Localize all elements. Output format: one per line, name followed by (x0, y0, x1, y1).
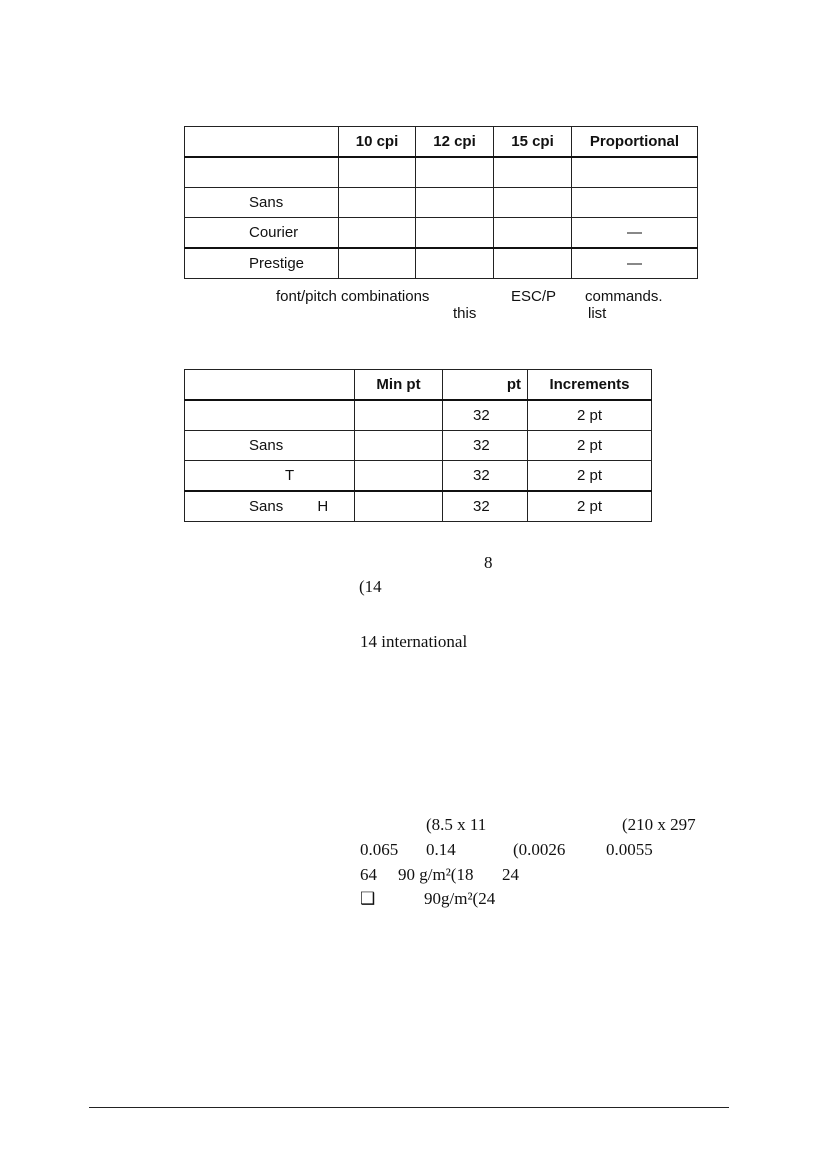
font-name-cell (185, 400, 355, 431)
table-row (185, 157, 698, 188)
table-header-row (185, 127, 698, 158)
cell (339, 218, 416, 249)
font-size-table (184, 369, 652, 522)
cell (494, 248, 572, 279)
cell (416, 248, 494, 279)
cell: 2 pt (528, 431, 652, 461)
font-name-cell (185, 157, 339, 188)
cell (494, 188, 572, 218)
note-fragment: ESC/P (511, 288, 557, 305)
font-name-cell: Sans (185, 431, 355, 461)
cell (355, 431, 443, 461)
thickness-fragment: 0.065 (360, 840, 399, 859)
text-fragment: 8 (484, 553, 493, 572)
cell (355, 400, 443, 431)
paper-size-fragment: (210 x 297 (622, 815, 696, 834)
footer-rule (89, 1107, 729, 1108)
header-cell: 12 cpi (416, 127, 494, 158)
note-fragment: commands. (585, 288, 663, 305)
cell (339, 157, 416, 188)
table-row (185, 461, 652, 492)
cell (416, 188, 494, 218)
note-fragment: font/pitch combinations (276, 288, 430, 305)
header-cell (185, 127, 339, 158)
header-cell: pt (443, 370, 528, 401)
cell (572, 188, 698, 218)
cell: 2 pt (528, 400, 652, 431)
header-cell: 10 cpi (339, 127, 416, 158)
note-fragment: this (453, 305, 477, 322)
table-row (185, 248, 698, 279)
font-name-cell: Courier (185, 218, 339, 249)
cell (416, 157, 494, 188)
font-name-cell: T (185, 461, 355, 492)
cell (494, 157, 572, 188)
text-fragment: 14 international (360, 632, 468, 651)
font-name-cell: Prestige (185, 248, 339, 279)
weight-fragment: 24 (502, 865, 519, 884)
header-cell: Proportional (572, 127, 698, 158)
cell (339, 188, 416, 218)
checkbox-icon: ❑ (360, 889, 376, 908)
table-header-row (185, 370, 652, 401)
table-row (185, 491, 652, 522)
table-row (185, 431, 652, 461)
cell (572, 157, 698, 188)
cell: 32 (443, 491, 528, 522)
header-cell: Min pt (355, 370, 443, 401)
cell: 32 (443, 461, 528, 492)
header-cell (185, 370, 355, 401)
text-fragment: (14 (359, 577, 382, 596)
thickness-fragment: 0.0055 (606, 840, 653, 859)
thickness-fragment: (0.0026 (513, 840, 566, 859)
paper-size-fragment: (8.5 x 11 (426, 815, 487, 834)
font-pitch-table (184, 126, 698, 279)
weight-fragment: 64 (360, 865, 377, 884)
cell: 2 pt (528, 491, 652, 522)
weight-fragment: 90g/m²(24 (424, 889, 496, 908)
cell: 32 (443, 400, 528, 431)
header-cell: Increments (528, 370, 652, 401)
cell (416, 218, 494, 249)
cell (355, 461, 443, 492)
cell (355, 491, 443, 522)
cell: — (572, 218, 698, 249)
cell: — (572, 248, 698, 279)
table-row (185, 400, 652, 431)
cell (339, 248, 416, 279)
table-row (185, 188, 698, 218)
note-fragment: list (588, 305, 607, 322)
cell: 2 pt (528, 461, 652, 492)
thickness-fragment: 0.14 (426, 840, 456, 859)
table-row (185, 218, 698, 249)
font-name-cell: Sans H (185, 491, 355, 522)
header-cell: 15 cpi (494, 127, 572, 158)
weight-fragment: 90 g/m²(18 (398, 865, 474, 884)
cell: 32 (443, 431, 528, 461)
cell (494, 218, 572, 249)
font-name-cell: Sans (185, 188, 339, 218)
